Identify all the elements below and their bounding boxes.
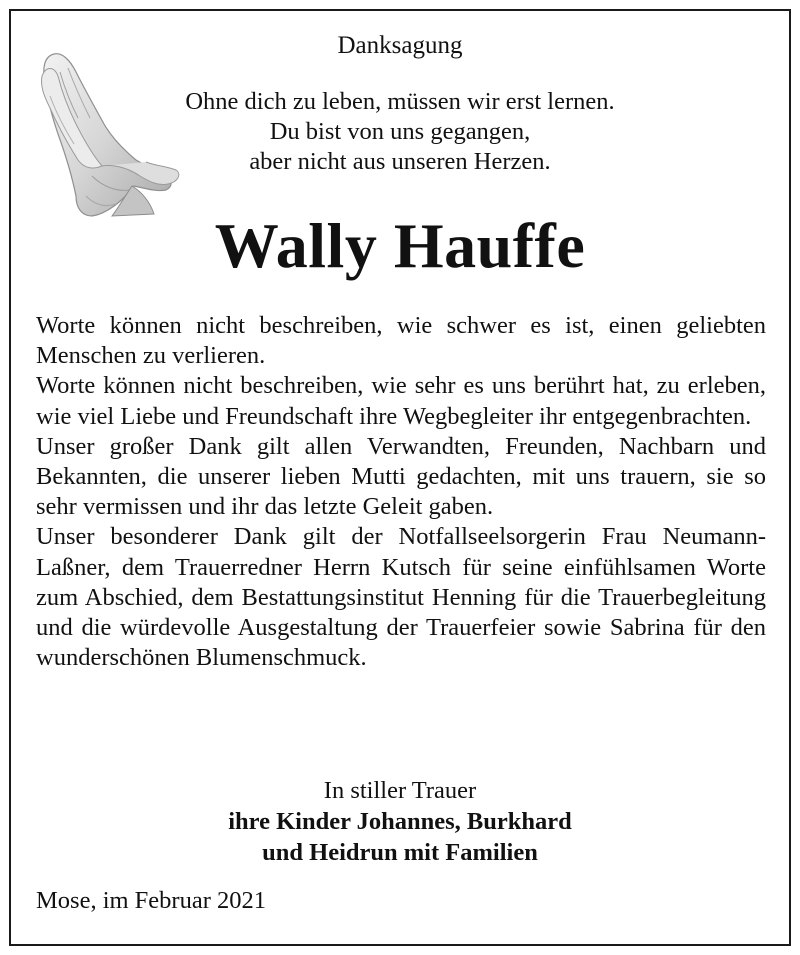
place-date: Mose, im Februar 2021 bbox=[36, 887, 266, 914]
memorial-verse bbox=[0, 87, 800, 177]
mourners-signature bbox=[0, 775, 800, 868]
verse-line: Ohne dich zu leben, müssen wir erst lernen. bbox=[185, 88, 615, 115]
mourners-line: ihre Kinder Johannes, Burkhard bbox=[228, 808, 572, 835]
notice-heading: Danksagung bbox=[337, 32, 463, 59]
verse-line: Du bist von uns gegangen, bbox=[269, 118, 531, 145]
mourners-line: und Heidrun mit Familien bbox=[262, 839, 538, 866]
mourning-intro: In stiller Trauer bbox=[323, 777, 477, 804]
thanks-text bbox=[36, 311, 766, 673]
paragraph: Unser besonderer Dank gilt der Notfallseelsorgerin Frau Neumann-Laßner, dem Trauerredner Herrn Kutsch für seine einfühlsamen Worte zum Abschied, dem Bestattungsinstitut Henning für die Trauerbegleitung und die würdevolle Ausgestaltung der Trauerfeier sowie Sabrina für den wunderschönen Blumenschmuck. bbox=[36, 523, 766, 672]
deceased-name: Wally Hauffe bbox=[214, 210, 586, 281]
paragraph: Worte können nicht beschreiben, wie sehr es uns berührt hat, zu erleben, wie viel Liebe und Freundschaft ihre Wegbegleiter ihr entgegenbrachten. bbox=[36, 372, 766, 430]
paragraph: Unser großer Dank gilt allen Verwandten, Freunden, Nachbarn und Bekannten, die unserer lieben Mutti gedachten, mit uns trauern, sie so sehr vermissen und ihr das letzte Geleit gaben. bbox=[36, 432, 766, 521]
verse-line: aber nicht aus unseren Herzen. bbox=[249, 148, 551, 175]
paragraph: Worte können nicht beschreiben, wie schwer es ist, einen geliebten Menschen zu verlieren. bbox=[36, 312, 766, 370]
